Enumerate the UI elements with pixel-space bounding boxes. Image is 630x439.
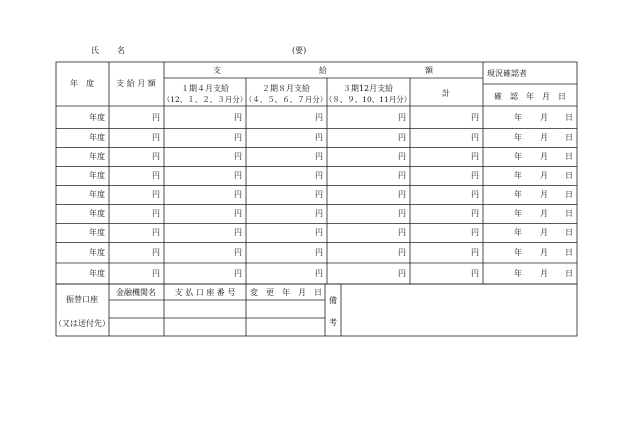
row-yen-unit-4: 円 (398, 190, 406, 199)
row-confirm-month: 月 (540, 171, 548, 180)
row-yen-unit-2: 円 (234, 209, 242, 218)
row-yen-unit-1: 円 (152, 112, 160, 122)
status-confirm-header: 現況確認者 (487, 69, 527, 78)
row-yen-unit-3: 円 (315, 247, 323, 257)
row-yen-unit-5: 円 (471, 190, 479, 199)
row-confirm-year: 年 (514, 112, 522, 122)
row-confirm-month: 月 (540, 133, 548, 142)
row-yen-unit-4: 円 (398, 152, 406, 161)
row-confirm-day: 日 (565, 152, 573, 161)
row-yen-unit-3: 円 (315, 152, 323, 161)
row-yen-unit-3: 円 (315, 133, 323, 142)
row-confirm-day: 日 (565, 133, 573, 142)
row-yen-unit-5: 円 (471, 133, 479, 142)
row-confirm-year: 年 (514, 209, 522, 218)
row-confirm-month: 月 (540, 247, 548, 257)
row-yen-unit-4: 円 (398, 133, 406, 142)
row-yen-unit-2: 円 (234, 112, 242, 122)
row-confirm-month: 月 (540, 152, 548, 161)
row-confirm-day: 日 (565, 112, 573, 122)
row-yen-unit-3: 円 (315, 228, 323, 237)
row-yen-unit-5: 円 (471, 209, 479, 218)
row-yen-unit-1: 円 (152, 268, 160, 278)
or-send-to-label: （又は送付先） (54, 319, 110, 328)
row-yen-unit-1: 円 (152, 152, 160, 161)
row-yen-unit-5: 円 (471, 247, 479, 257)
period3-header-line2: （８、９、10、11月分） (324, 95, 412, 104)
year-header: 年 度 (70, 79, 94, 88)
row-yen-unit-4: 円 (398, 268, 406, 278)
period1-header-line2: （12、１、２、３月分） (162, 95, 248, 104)
period2-header-line1: ２期８月支給 (262, 84, 310, 93)
row-year-label: 年度 (89, 152, 105, 161)
monthly-amount-header: 支 給 月 額 (116, 79, 156, 88)
row-confirm-year: 年 (514, 152, 522, 161)
row-confirm-year: 年 (514, 268, 522, 278)
row-yen-unit-1: 円 (152, 228, 160, 237)
payment-amount-char-1: 支 (213, 66, 221, 75)
row-confirm-month: 月 (540, 268, 548, 278)
row-confirm-year: 年 (514, 228, 522, 237)
change-date-label: 変 更 年 月 日 (250, 288, 322, 297)
row-confirm-month: 月 (540, 112, 548, 122)
row-confirm-day: 日 (565, 209, 573, 218)
row-confirm-day: 日 (565, 190, 573, 199)
row-yen-unit-2: 円 (234, 190, 242, 199)
row-yen-unit-5: 円 (471, 152, 479, 161)
remarks-label-2: 考 (329, 318, 337, 327)
row-yen-unit-5: 円 (471, 171, 479, 180)
name-label-1: 氏 (91, 46, 99, 55)
row-year-label: 年度 (89, 133, 105, 142)
row-confirm-year: 年 (514, 133, 522, 142)
row-yen-unit-2: 円 (234, 268, 242, 278)
row-yen-unit-4: 円 (398, 112, 406, 122)
seal-mark: (要) (292, 46, 307, 55)
row-year-label: 年度 (89, 247, 105, 257)
row-yen-unit-3: 円 (315, 171, 323, 180)
row-yen-unit-2: 円 (234, 247, 242, 257)
row-yen-unit-3: 円 (315, 190, 323, 199)
row-yen-unit-4: 円 (398, 228, 406, 237)
row-yen-unit-4: 円 (398, 171, 406, 180)
row-yen-unit-1: 円 (152, 209, 160, 218)
row-year-label: 年度 (89, 171, 105, 180)
period1-header-line1: １期４月支給 (181, 84, 229, 93)
row-confirm-day: 日 (565, 268, 573, 278)
row-yen-unit-2: 円 (234, 152, 242, 161)
total-header: 計 (442, 89, 450, 98)
row-yen-unit-2: 円 (234, 171, 242, 180)
row-yen-unit-1: 円 (152, 247, 160, 257)
name-label-2: 名 (117, 46, 125, 55)
account-number-label: 支 払 口 座 番 号 (174, 288, 236, 297)
row-yen-unit-3: 円 (315, 112, 323, 122)
row-confirm-year: 年 (514, 171, 522, 180)
payment-amount-char-3: 額 (425, 66, 433, 75)
row-yen-unit-1: 円 (152, 171, 160, 180)
bank-name-label: 金融機関名 (116, 288, 156, 297)
row-confirm-year: 年 (514, 190, 522, 199)
row-confirm-year: 年 (514, 247, 522, 257)
period3-header-line1: ３期12月支給 (342, 84, 394, 93)
row-yen-unit-4: 円 (398, 209, 406, 218)
row-year-label: 年度 (89, 190, 105, 199)
row-confirm-month: 月 (540, 228, 548, 237)
row-year-label: 年度 (89, 228, 105, 237)
payment-amount-char-2: 給 (319, 66, 327, 75)
transfer-account-label: 振替口座 (66, 295, 98, 304)
confirm-date-header: 確 認 年 月 日 (494, 92, 566, 101)
row-confirm-day: 日 (565, 171, 573, 180)
row-yen-unit-1: 円 (152, 133, 160, 142)
row-year-label: 年度 (89, 209, 105, 218)
row-confirm-day: 日 (565, 247, 573, 257)
row-yen-unit-5: 円 (471, 268, 479, 278)
row-yen-unit-5: 円 (471, 228, 479, 237)
row-year-label: 年度 (89, 112, 105, 122)
row-year-label: 年度 (89, 268, 105, 278)
row-yen-unit-1: 円 (152, 190, 160, 199)
remarks-label-1: 備 (329, 296, 337, 305)
row-yen-unit-2: 円 (234, 228, 242, 237)
row-confirm-month: 月 (540, 190, 548, 199)
row-yen-unit-4: 円 (398, 247, 406, 257)
row-yen-unit-5: 円 (471, 112, 479, 122)
row-confirm-month: 月 (540, 209, 548, 218)
row-confirm-day: 日 (565, 228, 573, 237)
period2-header-line2: （４、５、６、７月分） (244, 95, 328, 104)
row-yen-unit-3: 円 (315, 268, 323, 278)
row-yen-unit-3: 円 (315, 209, 323, 218)
row-yen-unit-2: 円 (234, 133, 242, 142)
